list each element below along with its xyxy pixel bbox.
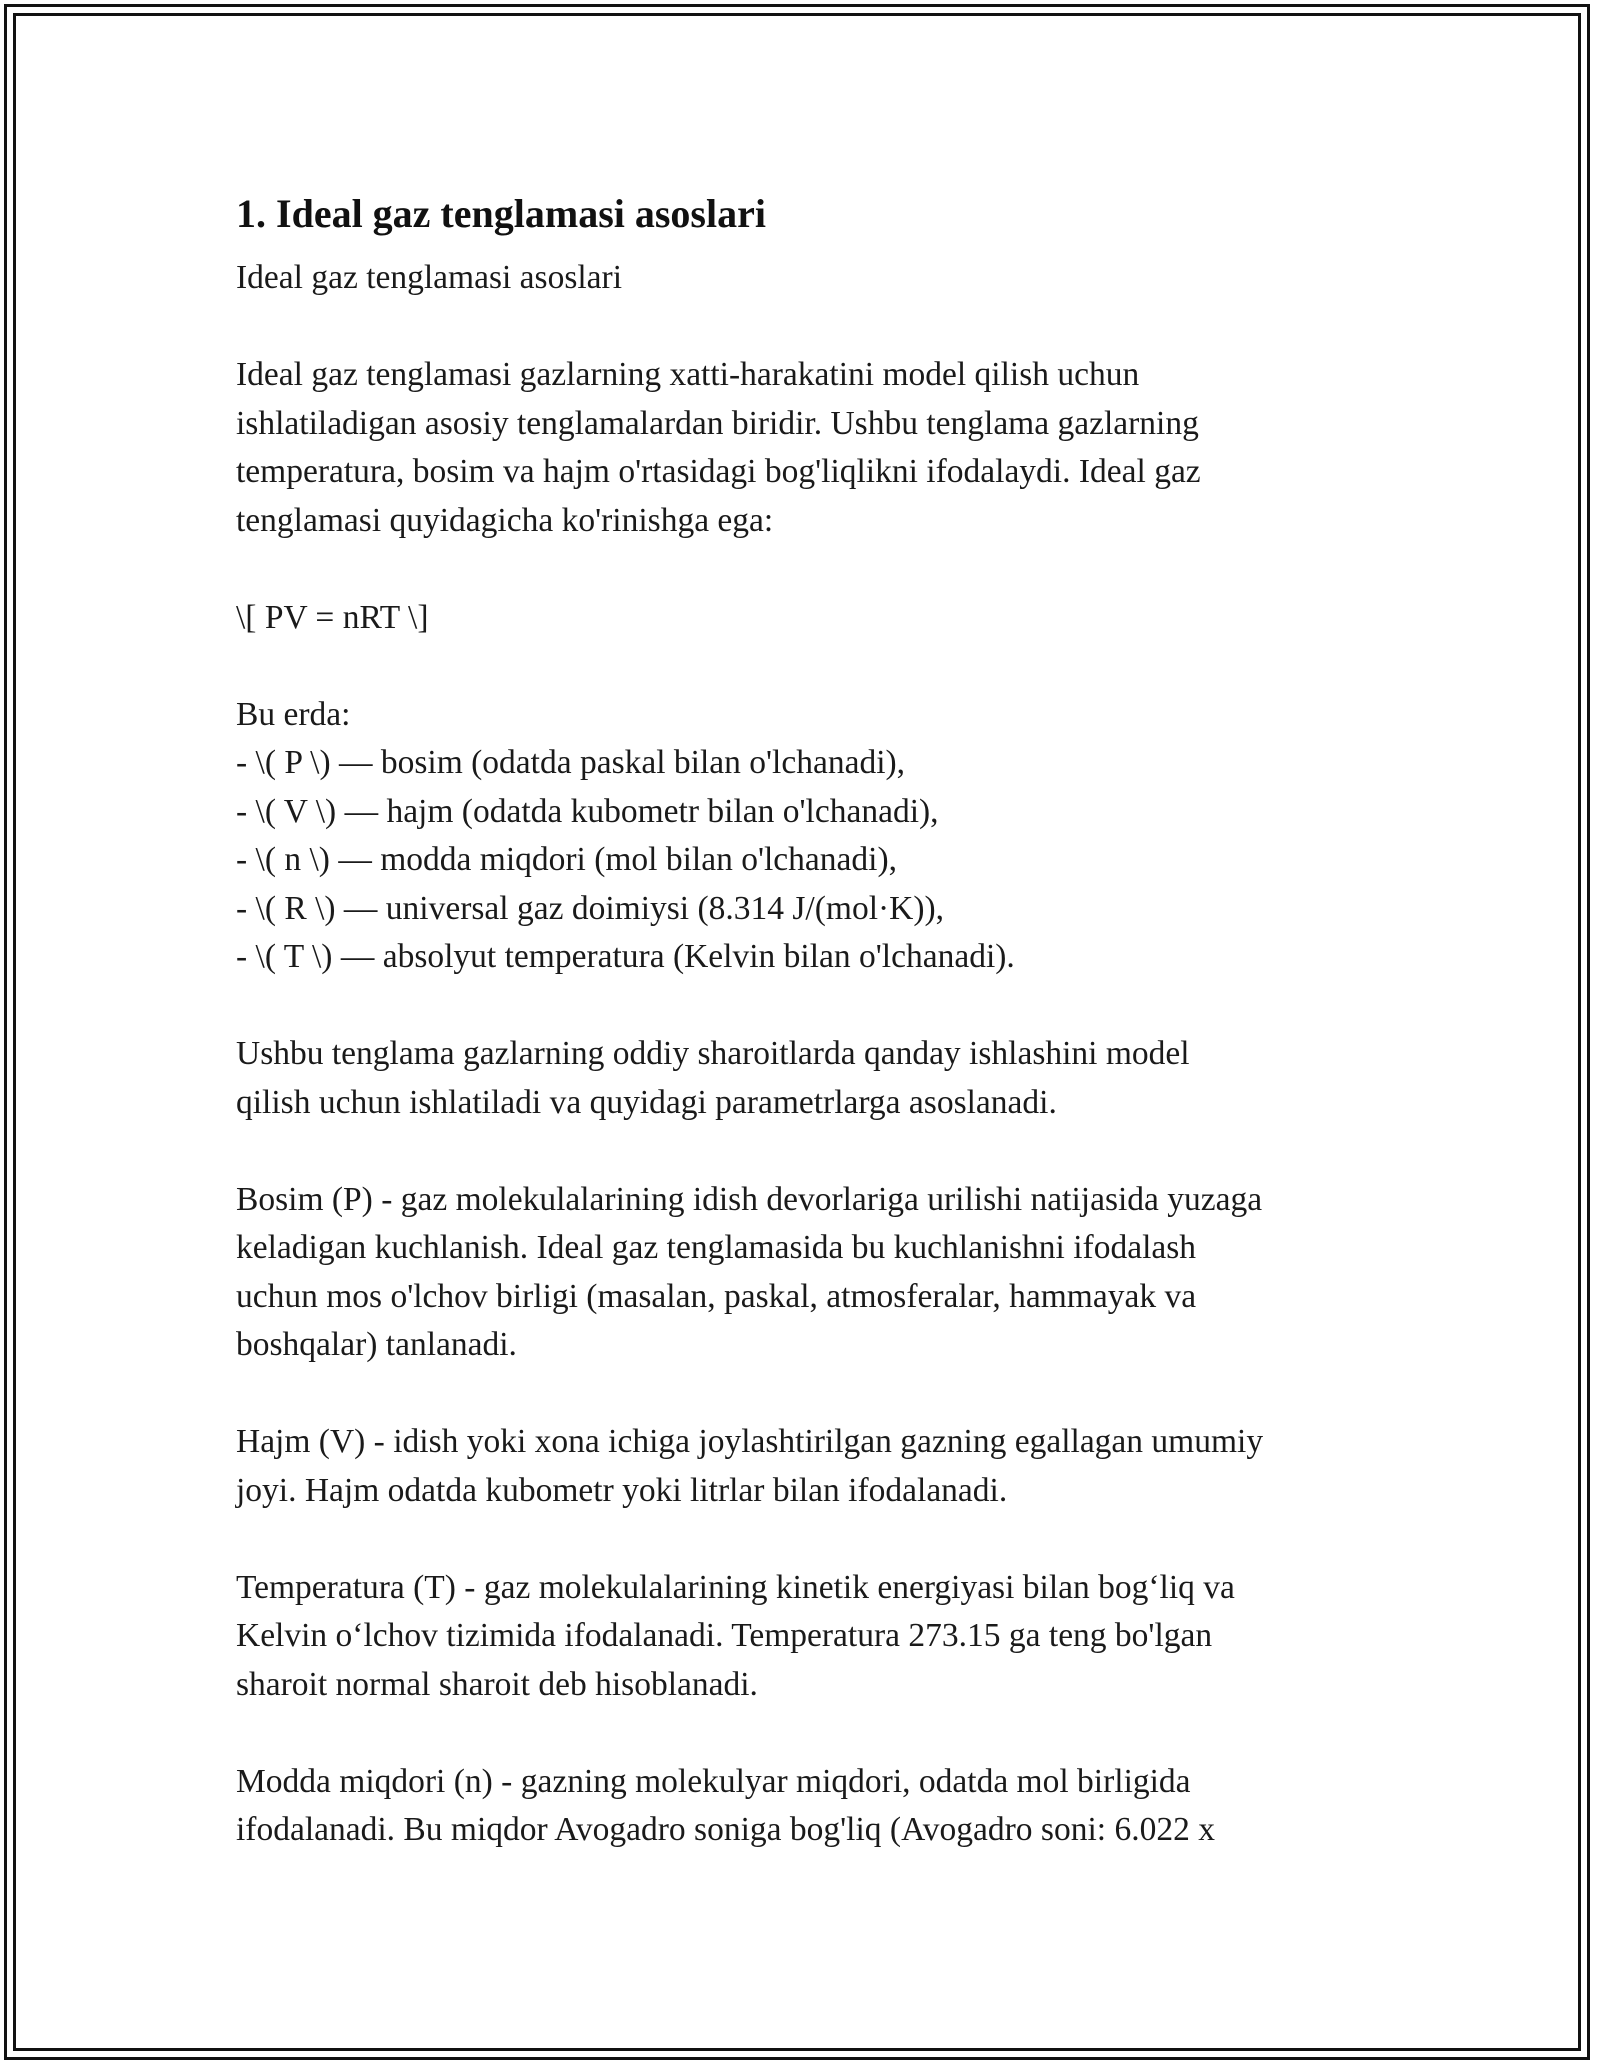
usage-line: qilish uchun ishlatiladi va quyidagi parametrlarga asoslanadi. [236,1083,1057,1121]
intro-line: tenglamasi quyidagicha ko'rinishga ega: [236,501,774,539]
amount-line: Modda miqdori (n) - gazning molekulyar miqdori, odatda mol birligida [236,1762,1191,1800]
usage-paragraph [236,1030,1376,1127]
pressure-line: boshqalar) tanlanadi. [236,1326,517,1363]
intro-line: temperatura, bosim va hajm o'rtasidagi bog'liqlikni ifodalaydi. Ideal gaz [236,453,1201,490]
section-heading: 1. Ideal gaz tenglamasi asoslari [236,191,766,236]
pressure-paragraph [236,1176,1376,1370]
intro-line: Ideal gaz tenglamasi gazlarning xatti-harakatini model qilish uchun [236,356,1140,393]
document-body [236,186,1376,1855]
amount-paragraph [236,1758,1376,1855]
amount-line: ifodalanadi. Bu miqdor Avogadro soniga bog'liq (Avogadro soni: 6.022 x [236,1811,1215,1848]
section-subtitle: Ideal gaz tenglamasi asoslari [236,259,623,296]
variable-item-v: - \( V \) — hajm (odatda kubometr bilan o'lchanadi), [236,792,939,830]
volume-line: Hajm (V) - idish yoki xona ichiga joylashtirilgan gazning egallagan umumiy [236,1423,1264,1460]
where-label: Bu erda: [236,695,351,733]
variable-item-t: - \( T \) — absolyut temperatura (Kelvin bilan o'lchanadi). [236,938,1015,975]
variable-item-r: - \( R \) — universal gaz doimiysi (8.314 J/(mol·K)), [236,889,945,927]
temperature-line: sharoit normal sharoit deb hisoblanadi. [236,1665,758,1703]
variables-paragraph [236,691,1376,982]
intro-line: ishlatiladigan asosiy tenglamalardan biridir. Ushbu tenglama gazlarning [236,404,1199,442]
variable-item-n: - \( n \) — modda miqdori (mol bilan o'lchanadi), [236,841,898,878]
temperature-line: Temperatura (T) - gaz molekulalarining kinetik energiyasi bilan bog‘liq va [236,1568,1235,1606]
usage-line: Ushbu tenglama gazlarning oddiy sharoitlarda qanday ishlashini model [236,1035,1190,1072]
pressure-line: Bosim (P) - gaz molekulalarining idish devorlariga urilishi natijasida yuzaga [236,1180,1263,1218]
variable-item-p: - \( P \) — bosim (odatda paskal bilan o'lchanadi), [236,744,906,781]
pressure-line: uchun mos o'lchov birligi (masalan, paskal, atmosferalar, hammayak va [236,1277,1197,1315]
temperature-line: Kelvin o‘lchov tizimida ifodalanadi. Temperatura 273.15 ga teng bo'lgan [236,1617,1213,1654]
intro-paragraph [236,351,1376,545]
pressure-line: keladigan kuchlanish. Ideal gaz tenglamasida bu kuchlanishni ifodalash [236,1229,1197,1266]
temperature-paragraph [236,1564,1376,1710]
volume-line: joyi. Hajm odatda kubometr yoki litrlar bilan ifodalanadi. [236,1471,1008,1509]
equation: \[ PV = nRT \] [236,598,429,636]
volume-paragraph [236,1418,1376,1515]
